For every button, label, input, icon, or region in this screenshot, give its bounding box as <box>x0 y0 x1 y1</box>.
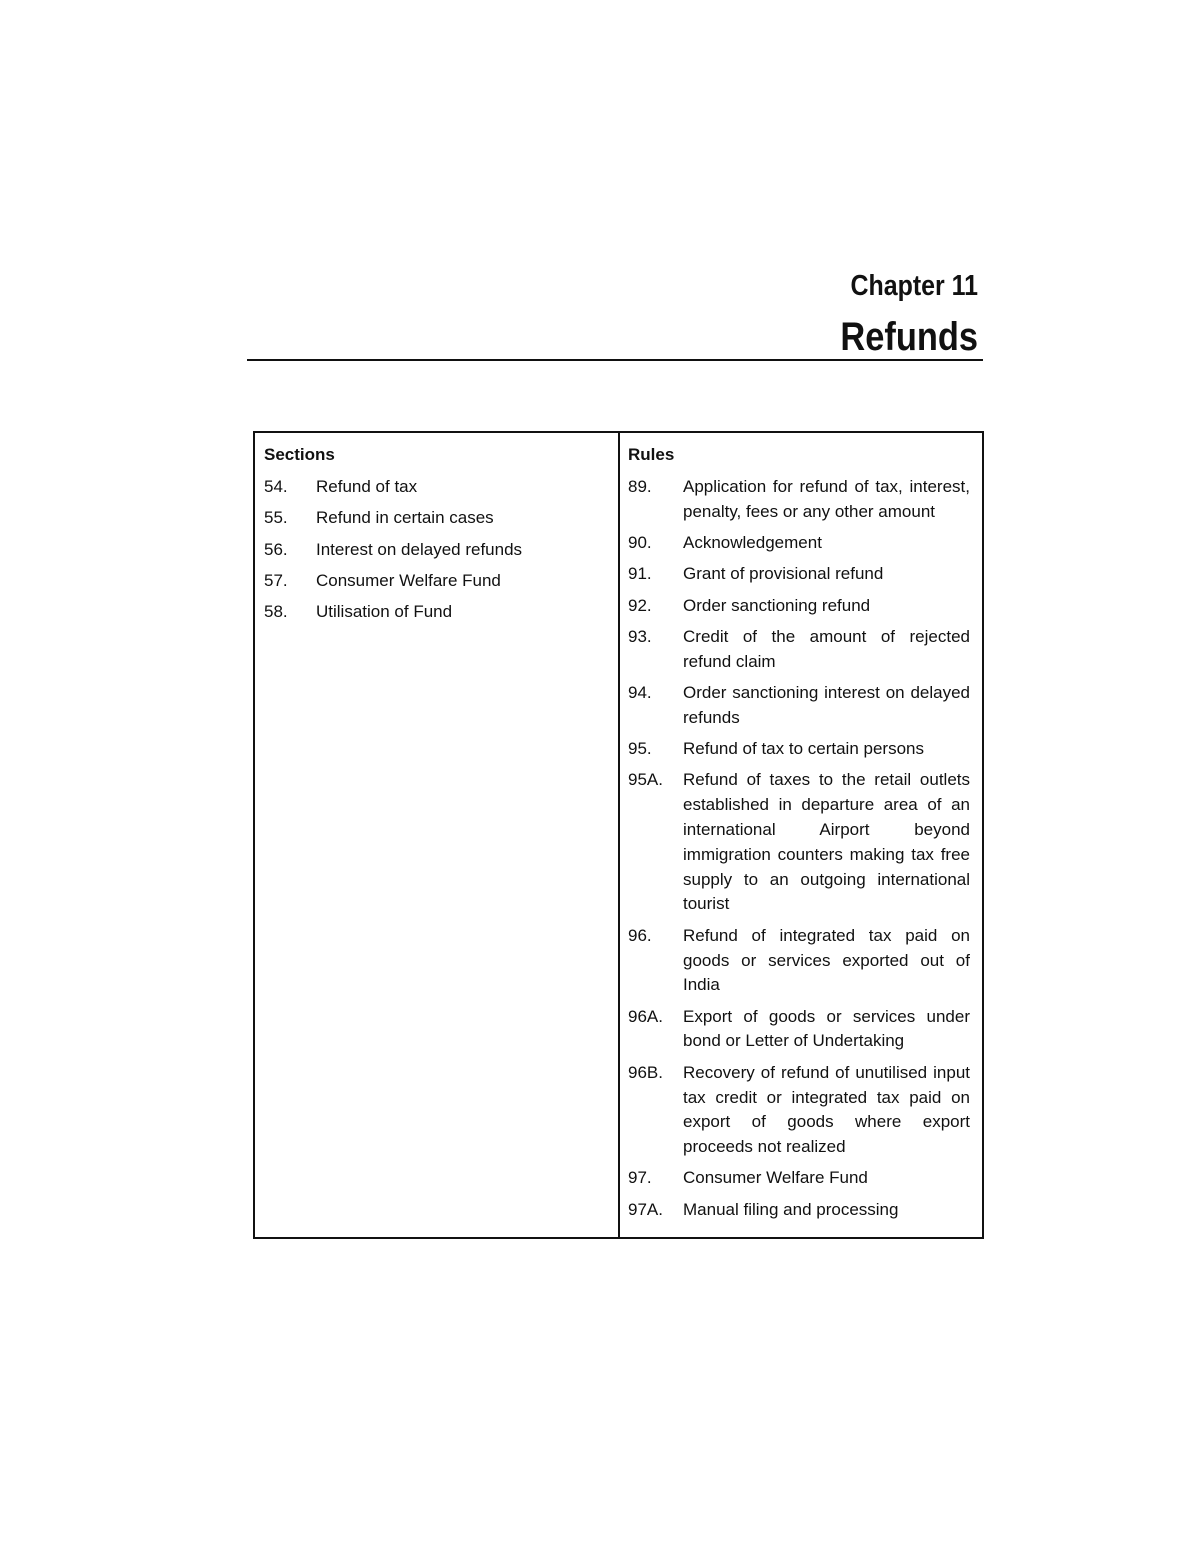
section-title: Consumer Welfare Fund <box>316 570 501 590</box>
rule-number: 96A. <box>628 1006 663 1026</box>
rule-number: 95A. <box>628 770 663 790</box>
section-entry <box>264 600 606 625</box>
rule-number: 96B. <box>628 1062 663 1082</box>
rule-title: Order sanctioning interest on delayed refunds <box>683 683 970 727</box>
rule-title: Refund of tax to certain persons <box>683 739 924 759</box>
rule-title: Consumer Welfare Fund <box>683 1168 868 1188</box>
rule-title: Export of goods or services under bond or Letter of Undertaking <box>683 1006 970 1051</box>
rule-entry <box>628 737 970 762</box>
rule-number: 89. <box>628 477 652 496</box>
rules-heading: Rules <box>628 445 675 464</box>
section-title: Refund in certain cases <box>316 508 494 528</box>
chapter-title: Refunds <box>840 315 978 359</box>
section-title: Refund of tax <box>316 477 418 496</box>
contents-table <box>253 431 984 1239</box>
rule-title: Manual filing and processing <box>683 1199 899 1219</box>
rule-number: 93. <box>628 626 652 646</box>
rule-entry <box>628 1166 970 1191</box>
rule-title: Grant of provisional refund <box>683 564 884 584</box>
rule-number: 96. <box>628 925 652 945</box>
title-divider <box>247 359 983 361</box>
rule-entry <box>628 924 970 998</box>
rule-entry <box>628 594 970 619</box>
section-number: 57. <box>264 570 288 590</box>
rule-entry <box>628 625 970 675</box>
rule-entry <box>628 1061 970 1160</box>
rule-entry <box>628 1005 970 1055</box>
section-entry <box>264 506 606 531</box>
section-number: 56. <box>264 539 288 559</box>
rule-title: Refund of integrated tax paid on goods or services exported out of India <box>683 925 970 995</box>
sections-heading: Sections <box>264 445 335 464</box>
rule-entry <box>628 475 970 525</box>
rule-title: Order sanctioning refund <box>683 595 871 615</box>
rule-title: Refund of taxes to the retail outlets established in departure area of an international Airport beyond immigration counters making tax free supply to an outgoing international tourist <box>683 770 970 914</box>
rule-number: 94. <box>628 683 652 703</box>
rule-title: Credit of the amount of rejected refund claim <box>683 626 970 671</box>
rule-entry <box>628 1198 970 1223</box>
section-entry <box>264 475 606 500</box>
rule-title: Application for refund of tax, interest, penalty, fees or any other amount <box>683 477 970 521</box>
section-number: 58. <box>264 602 288 622</box>
section-entry <box>264 569 606 594</box>
rule-number: 97. <box>628 1168 652 1188</box>
section-title: Utilisation of Fund <box>316 602 453 622</box>
section-title: Interest on delayed refunds <box>316 539 523 559</box>
section-number: 54. <box>264 477 288 496</box>
rule-entry <box>628 768 970 917</box>
rule-number: 91. <box>628 564 652 584</box>
rule-title: Recovery of refund of unutilised input tax credit or integrated tax paid on export of goods where export proceeds not realized <box>683 1062 970 1157</box>
rules-column <box>620 433 982 1237</box>
rule-entry <box>628 531 970 556</box>
rule-number: 92. <box>628 595 652 615</box>
section-number: 55. <box>264 508 288 528</box>
section-entry <box>264 538 606 563</box>
sections-column <box>255 433 620 1237</box>
rule-entry <box>628 681 970 731</box>
rule-number: 90. <box>628 533 652 553</box>
chapter-label: Chapter 11 <box>850 270 978 302</box>
chapter-header <box>247 262 983 361</box>
rule-entry <box>628 562 970 587</box>
rule-number: 95. <box>628 739 652 759</box>
rule-title: Acknowledgement <box>683 533 822 553</box>
rule-number: 97A. <box>628 1199 663 1219</box>
